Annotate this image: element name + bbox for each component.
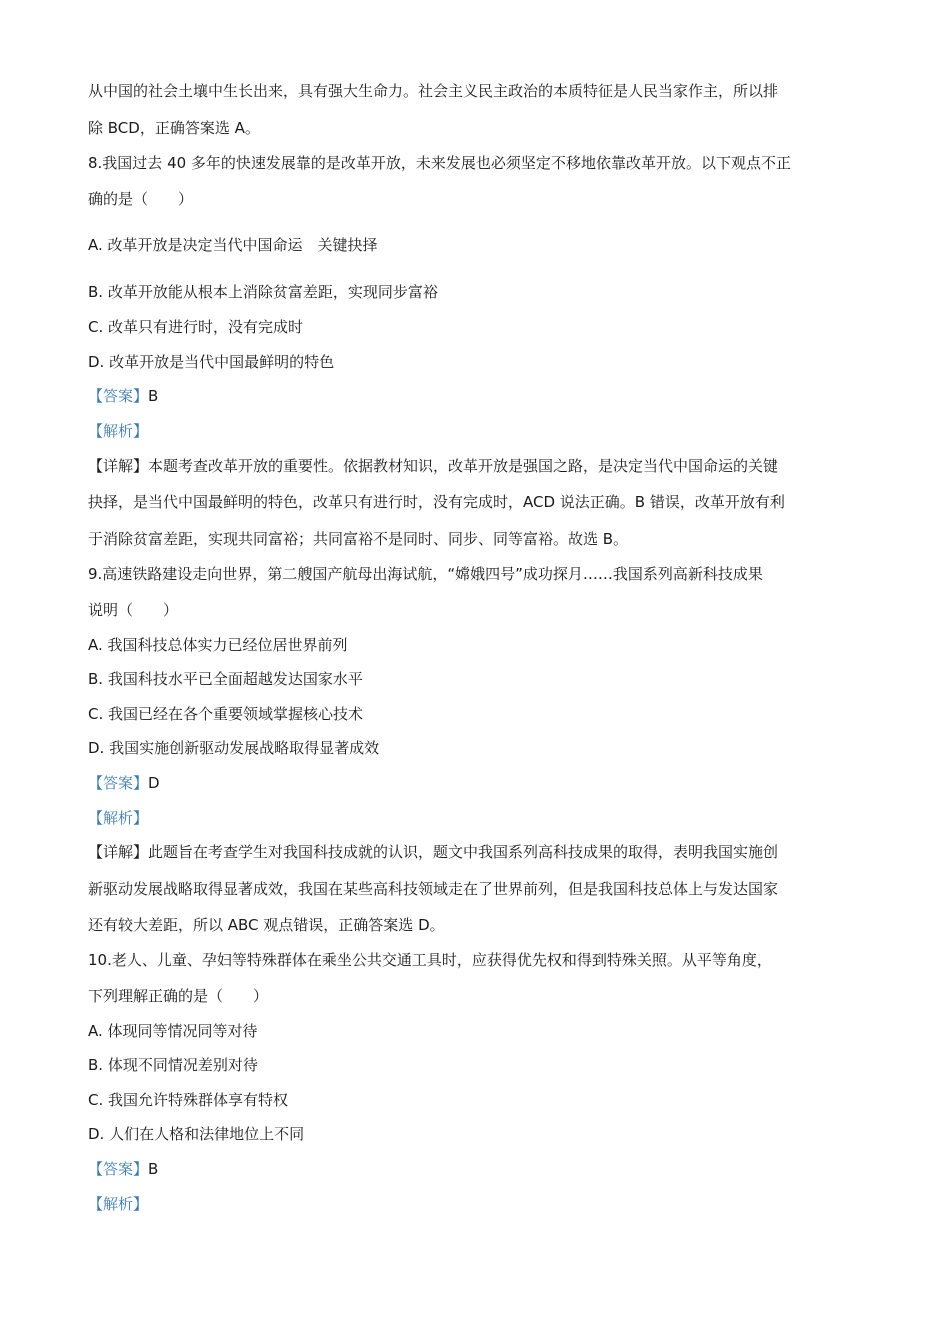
intro-line-2: 除 BCD，正确答案选 A。 bbox=[88, 119, 260, 137]
answer-value: B bbox=[148, 387, 159, 405]
q9-option-b: B. 我国科技水平已全面超越发达国家水平 bbox=[88, 670, 363, 688]
q9-option-d: D. 我国实施创新驱动发展战略取得显著成效 bbox=[88, 739, 380, 757]
answer-value: D bbox=[148, 774, 160, 792]
q10-option-a: A. 体现同等情况同等对待 bbox=[88, 1022, 258, 1040]
q8-answer bbox=[88, 386, 158, 406]
detail-tag: 【详解】 bbox=[88, 457, 149, 475]
q8-detail-line-3: 于消除贫富差距，实现共同富裕；共同富裕不是同时、同步、同等富裕。故选 B。 bbox=[88, 530, 629, 548]
answer-value: B bbox=[148, 1160, 159, 1178]
q9-answer bbox=[88, 773, 160, 793]
q9-option-c: C. 我国已经在各个重要领域掌握核心技术 bbox=[88, 705, 364, 723]
q9-stem-line-2: 说明（ ） bbox=[88, 601, 179, 619]
intro-line-1: 从中国的社会土壤中生长出来，具有强大生命力。社会主义民主政治的本质特征是人民当家作主，所以排 bbox=[88, 82, 779, 100]
q8-option-c: C. 改革只有进行时，没有完成时 bbox=[88, 318, 304, 336]
q9-analysis-tag: 【解析】 bbox=[88, 809, 149, 827]
q8-option-d: D. 改革开放是当代中国最鲜明的特色 bbox=[88, 353, 335, 371]
q10-option-c: C. 我国允许特殊群体享有特权 bbox=[88, 1091, 289, 1109]
q10-answer bbox=[88, 1159, 158, 1179]
detail-text: 本题考查改革开放的重要性。依据教材知识，改革开放是强国之路，是决定当代中国命运的关键 bbox=[148, 457, 779, 475]
q9-option-a: A. 我国科技总体实力已经位居世界前列 bbox=[88, 636, 348, 654]
q9-detail-line-3: 还有较大差距，所以 ABC 观点错误，正确答案选 D。 bbox=[88, 916, 445, 934]
q8-stem-line-2: 确的是（ ） bbox=[88, 190, 194, 208]
answer-tag: 【答案】 bbox=[88, 774, 149, 792]
q8-detail-line-1 bbox=[88, 456, 778, 476]
q10-analysis-tag: 【解析】 bbox=[88, 1195, 149, 1213]
q10-stem-line-2: 下列理解正确的是（ ） bbox=[88, 987, 269, 1005]
q8-option-b: B. 改革开放能从根本上消除贫富差距，实现同步富裕 bbox=[88, 283, 438, 301]
q10-option-d: D. 人们在人格和法律地位上不同 bbox=[88, 1125, 305, 1143]
q8-detail-line-2: 抉择，是当代中国最鲜明的特色，改革只有进行时，没有完成时，ACD 说法正确。B 错误，改革开放有利 bbox=[88, 493, 785, 511]
q10-option-b: B. 体现不同情况差别对待 bbox=[88, 1056, 258, 1074]
detail-tag: 【详解】 bbox=[88, 843, 149, 861]
q8-stem-line-1: 8.我国过去 40 多年的快速发展靠的是改革开放，未来发展也必须坚定不移地依靠改革开放。以下观点不正 bbox=[88, 154, 791, 172]
q9-stem-line-1: 9.高速铁路建设走向世界，第二艘国产航母出海试航，“嫦娥四号”成功探月……我国系列高新科技成果 bbox=[88, 565, 763, 583]
q10-stem-line-1: 10.老人、儿童、孕妇等特殊群体在乘坐公共交通工具时，应获得优先权和得到特殊关照。从平等角度， bbox=[88, 951, 772, 969]
answer-tag: 【答案】 bbox=[88, 1160, 149, 1178]
q8-option-a: A. 改革开放是决定当代中国命运 关键抉择 bbox=[88, 236, 378, 254]
answer-tag: 【答案】 bbox=[88, 387, 149, 405]
q9-detail-line-2: 新驱动发展战略取得显著成效，我国在某些高科技领域走在了世界前列，但是我国科技总体上与发达国家 bbox=[88, 880, 779, 898]
detail-text: 此题旨在考查学生对我国科技成就的认识，题文中我国系列高科技成果的取得，表明我国实施创 bbox=[148, 843, 779, 861]
q8-analysis-tag: 【解析】 bbox=[88, 422, 149, 440]
q9-detail-line-1 bbox=[88, 842, 778, 862]
